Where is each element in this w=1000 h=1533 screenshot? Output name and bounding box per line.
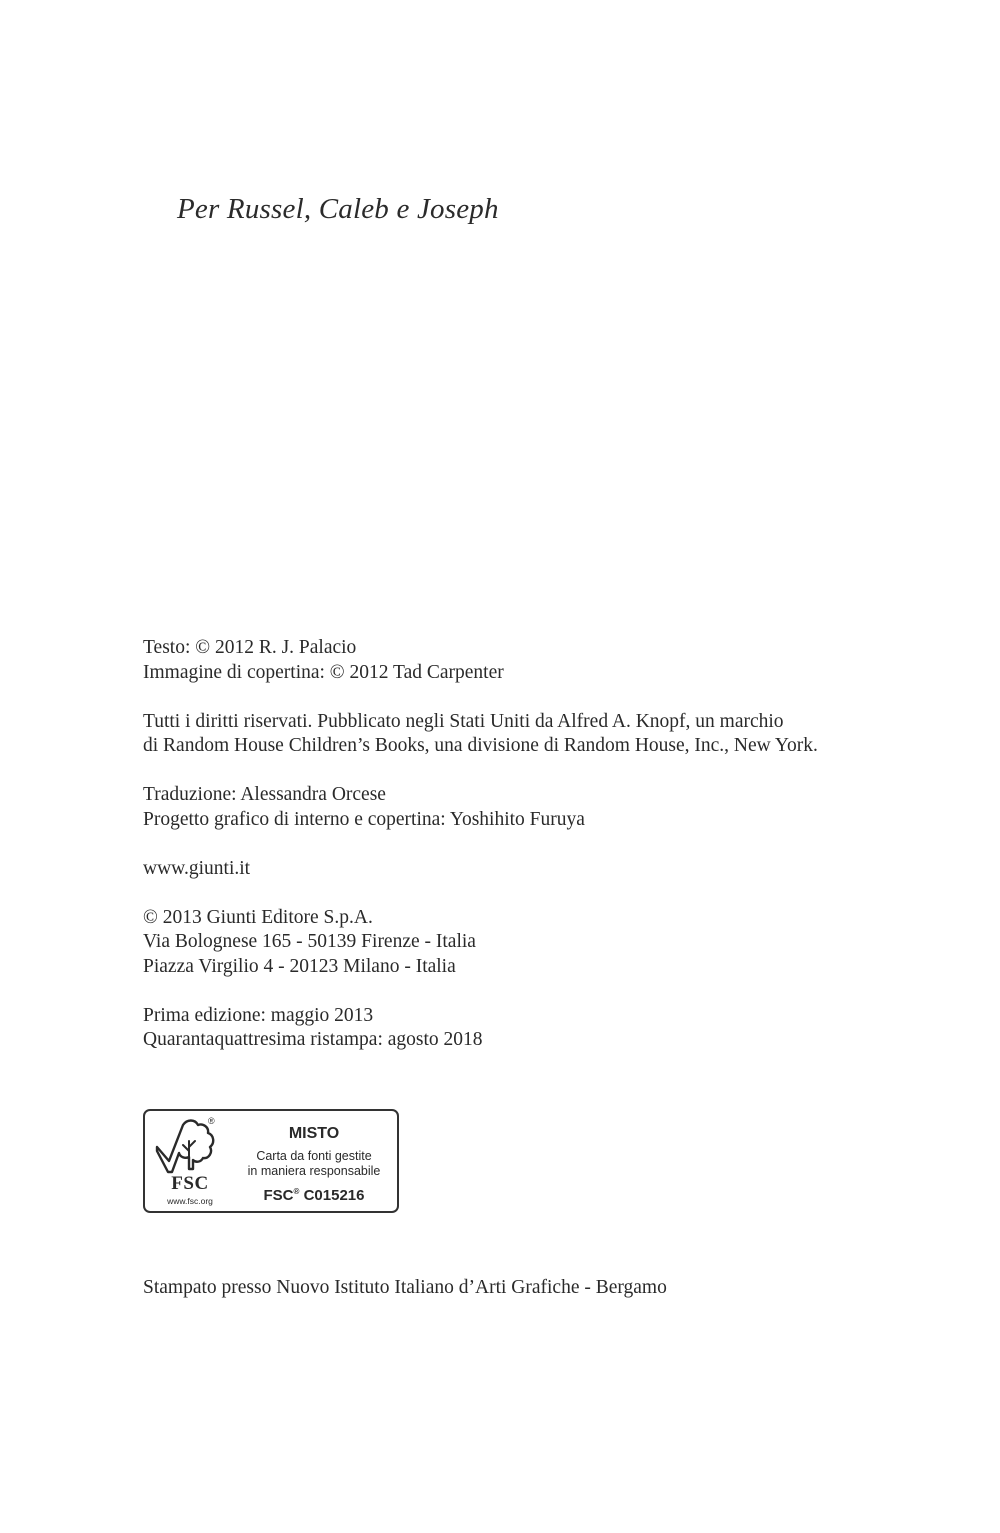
publisher-block bbox=[143, 906, 903, 980]
cover-copyright: Immagine di copertina: © 2012 Tad Carpenter bbox=[143, 661, 504, 683]
printer-line: Stampato presso Nuovo Istituto Italiano d’Arti Grafiche - Bergamo bbox=[143, 1277, 667, 1298]
fsc-registered-mark: ® bbox=[208, 1116, 215, 1126]
translation-credit: Traduzione: Alessandra Orcese bbox=[143, 784, 386, 805]
website-link[interactable]: www.giunti.it bbox=[143, 857, 251, 879]
publisher-copyright: © 2013 Giunti Editore S.p.A. bbox=[143, 906, 373, 928]
rights-line-2: di Random House Children’s Books, una divisione di Random House, Inc., New York. bbox=[143, 735, 818, 756]
publisher-address-florence: Via Bolognese 165 - 50139 Firenze - Italia bbox=[143, 931, 476, 952]
fsc-label bbox=[233, 1125, 395, 1204]
colophon bbox=[143, 636, 903, 1077]
first-edition: Prima edizione: maggio 2013 bbox=[143, 1004, 374, 1026]
text-copyright: Testo: © 2012 R. J. Palacio bbox=[143, 637, 357, 658]
fsc-code-registered: ® bbox=[293, 1187, 300, 1196]
fsc-url: www.fsc.org bbox=[167, 1196, 213, 1206]
credits-block bbox=[143, 783, 903, 832]
fsc-certification-box bbox=[143, 1109, 399, 1213]
fsc-logo-text: FSC bbox=[171, 1173, 209, 1194]
website-block bbox=[143, 857, 903, 882]
copyright-block bbox=[143, 636, 903, 685]
edition-block bbox=[143, 1004, 903, 1053]
fsc-description-line-2: in maniera responsabile bbox=[247, 1163, 381, 1178]
design-credit: Progetto grafico di interno e copertina: Yoshihito Furuya bbox=[143, 808, 585, 830]
publisher-address-milan: Piazza Virgilio 4 - 20123 Milano - Italia bbox=[143, 955, 456, 977]
fsc-description-line-1: Carta da fonti gestite bbox=[256, 1149, 372, 1163]
dedication: Per Russel, Caleb e Joseph bbox=[177, 193, 499, 225]
reprint-edition: Quarantaquattresima ristampa: agosto 2018 bbox=[143, 1029, 483, 1050]
fsc-code-prefix: FSC bbox=[263, 1187, 294, 1204]
rights-line-1: Tutti i diritti riservati. Pubblicato negli Stati Uniti da Alfred A. Knopf, un marchio bbox=[143, 710, 784, 732]
rights-block bbox=[143, 710, 903, 759]
fsc-title: MISTO bbox=[288, 1125, 340, 1142]
fsc-license-code bbox=[233, 1187, 395, 1204]
fsc-code-number: C015216 bbox=[299, 1187, 365, 1204]
